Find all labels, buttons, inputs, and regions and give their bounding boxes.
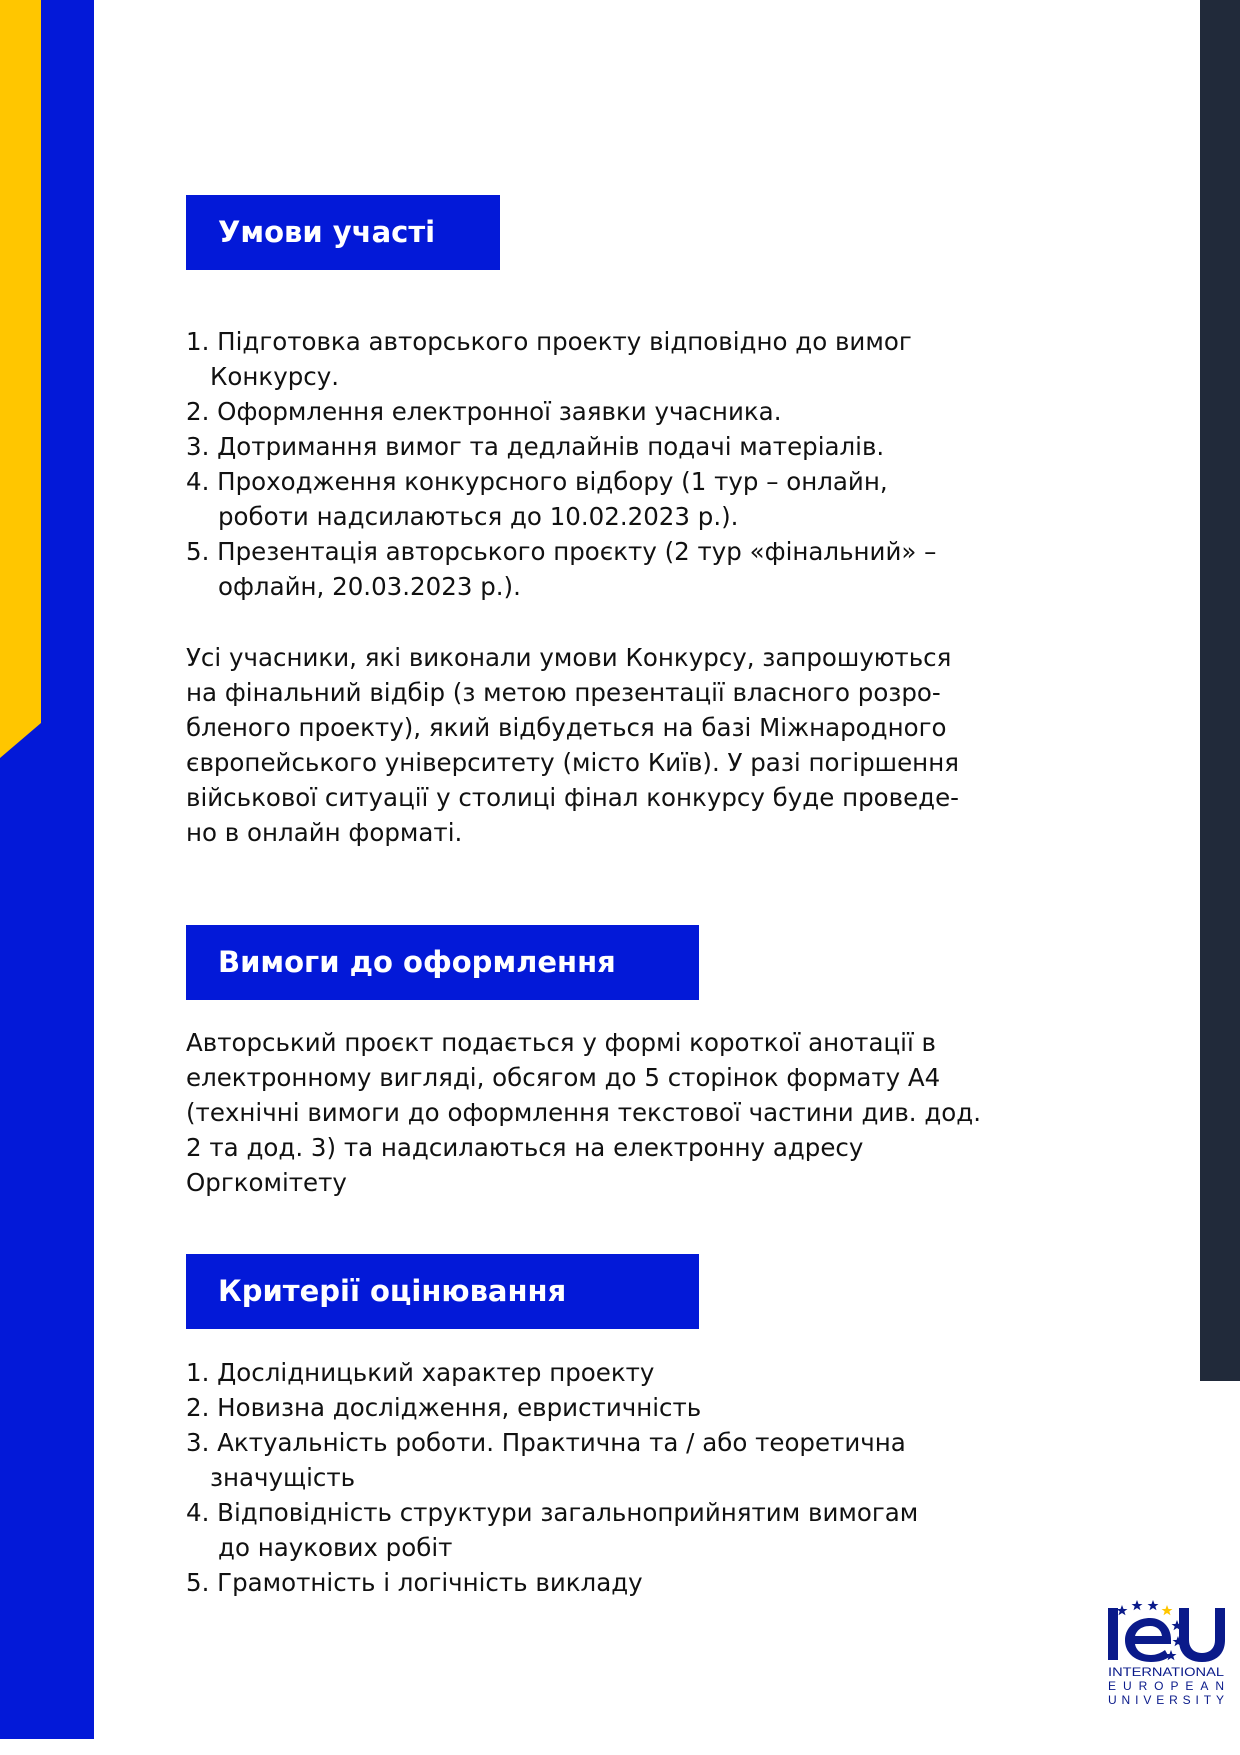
paragraph-line: Усі учасники, які виконали умови Конкурсу, запрошуються: [186, 643, 952, 672]
criteria-list: [186, 1355, 918, 1600]
star-icon: [1148, 1600, 1159, 1610]
list-item-continuation: роботи надсилаються до 10.02.2023 р.).: [218, 502, 739, 531]
ieu-logo: [1105, 1600, 1227, 1718]
paragraph-line: військової ситуації у столиці фінал конкурсу буде проведе-: [186, 783, 959, 812]
list-item: 2. Оформлення електронної заявки учасника.: [186, 397, 782, 426]
paragraph-line: но в онлайн форматі.: [186, 818, 463, 847]
paragraph-line: 2 та дод. 3) та надсилаються на електронну адресу: [186, 1133, 864, 1162]
list-item: 1. Підготовка авторського проекту відповідно до вимог: [186, 327, 912, 356]
right-dark-bar: [1200, 0, 1240, 1381]
svg-text:INTERNATIONAL: INTERNATIONAL: [1108, 1665, 1225, 1679]
list-item-continuation: значущість: [210, 1463, 356, 1492]
paragraph-line: на фінальний відбір (з метою презентації власного розро-: [186, 678, 941, 707]
left-yellow-stripe: [0, 0, 41, 758]
list-item: 5. Грамотність і логічність викладу: [186, 1568, 643, 1597]
list-item: 3. Актуальність роботи. Практична та / або теоретична: [186, 1428, 906, 1457]
list-item-continuation: Конкурсу.: [210, 362, 340, 391]
paragraph-line: Оргкомітету: [186, 1168, 347, 1197]
section-heading-conditions: Умови участі: [186, 195, 500, 270]
list-item-continuation: до наукових робіт: [218, 1533, 453, 1562]
paragraph-line: європейського університету (місто Київ). У разі погіршення: [186, 748, 959, 777]
list-item-continuation: офлайн, 20.03.2023 р.).: [218, 572, 521, 601]
paragraph-line: бленого проекту), який відбудеться на базі Міжнародного: [186, 713, 947, 742]
star-icon: [1132, 1600, 1143, 1610]
list-item: 2. Новизна дослідження, евристичність: [186, 1393, 702, 1422]
paragraph-line: Авторський проєкт подається у формі короткої анотації в: [186, 1028, 936, 1057]
list-item: 3. Дотримання вимог та дедлайнів подачі матеріалів.: [186, 432, 885, 461]
list-item: 5. Презентація авторського проєкту (2 тур «фінальний» –: [186, 537, 937, 566]
paragraph-line: електронному вигляді, обсягом до 5 сторінок формату А4: [186, 1063, 941, 1092]
paragraph-line: (технічні вимоги до оформлення текстової частини див. дод.: [186, 1098, 982, 1127]
conditions-list: [186, 324, 936, 604]
section-heading-criteria: Критерії оцінювання: [186, 1254, 699, 1329]
star-icon: [1162, 1605, 1173, 1615]
conditions-paragraph: [186, 640, 959, 850]
list-item: 1. Дослідницький характер проекту: [186, 1358, 655, 1387]
section-heading-requirements: Вимоги до оформлення: [186, 925, 699, 1000]
requirements-paragraph: [186, 1025, 981, 1200]
list-item: 4. Відповідність структури загальноприйнятим вимогам: [186, 1498, 919, 1527]
svg-text:UNIVERSITY: UNIVERSITY: [1108, 1693, 1224, 1707]
star-icon: [1117, 1605, 1128, 1615]
list-item: 4. Проходження конкурсного відбору (1 тур – онлайн,: [186, 467, 888, 496]
svg-text:EUROPEAN: EUROPEAN: [1108, 1679, 1224, 1693]
